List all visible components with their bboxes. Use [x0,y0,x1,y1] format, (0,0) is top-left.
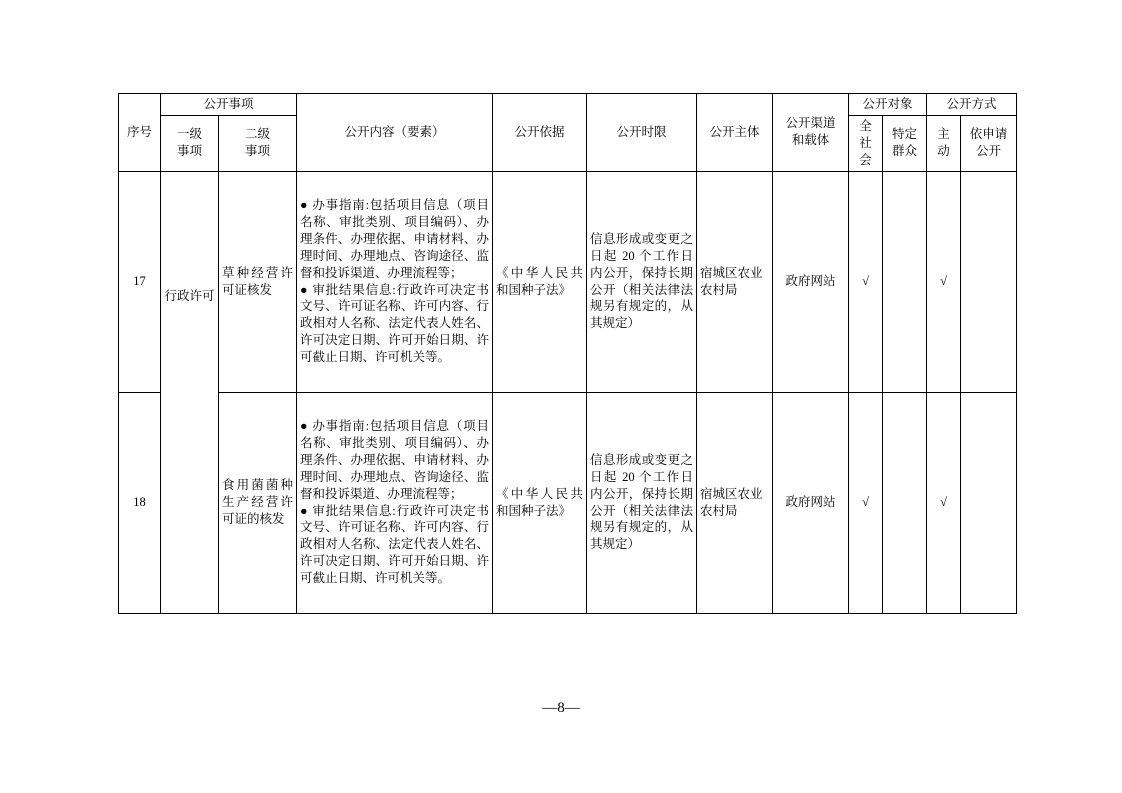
header-audience-all [849,115,883,171]
header-audience-all-line2: 社 [859,135,872,150]
header-method-apply [961,115,1017,171]
page-number: —8— [542,700,580,716]
row-deadline: 信息形成或变更之日起 20 个工作日内公开，保持长期公开（相关法律法规另有规定的，从其规定） [587,392,697,613]
row-deadline: 信息形成或变更之日起 20 个工作日内公开，保持长期公开（相关法律法规另有规定的，从其规定） [587,171,697,392]
row-subject-line2: 农村局 [700,503,738,518]
header-seq: 序号 [119,94,161,172]
header-level2-line1: 二级 [245,127,271,142]
row-subject-line1: 宿城区农业 [700,265,763,280]
header-method-apply-line2: 公开 [976,144,1002,159]
row-method-apply [961,171,1017,392]
header-method-group: 公开方式 [927,94,1017,116]
row-level2: 食用菌菌种生产经营许可证的核发 [219,392,297,613]
row-audience-special [883,392,927,613]
header-audience-group: 公开对象 [849,94,927,116]
row-subject [697,392,773,613]
row-channel: 政府网站 [773,171,849,392]
row-content-bullet-2: ● 审批结果信息:行政许可决定书文号、许可证名称、许可内容、行政相对人名称、法定代表人姓名、许可决定日期、许可开始日期、许可截止日期、许可机关等。 [300,503,490,585]
disclosure-table-container [118,93,1008,614]
row-subject-line1: 宿城区农业 [700,486,763,501]
header-public-item-group: 公开事项 [161,94,297,116]
row-seq: 17 [119,171,161,392]
row-content-bullet-2: ● 审批结果信息:行政许可决定书文号、许可证名称、许可内容、行政相对人名称、法定代表人姓名、许可决定日期、许可开始日期、许可截止日期、许可机关等。 [300,282,490,364]
row-audience-all: √ [849,392,883,613]
table-row [119,392,1017,613]
row-subject [697,171,773,392]
header-level1 [161,115,219,171]
header-subject: 公开主体 [697,94,773,172]
row-audience-special [883,171,927,392]
header-method-apply-line1: 依申请 [969,127,1008,142]
header-method-active [927,115,961,171]
row-basis: 《中华人民共和国种子法》 [493,392,587,613]
row-method-active: √ [927,171,961,392]
row-channel: 政府网站 [773,392,849,613]
header-method-active-line2: 动 [937,144,950,159]
header-audience-all-line1: 全 [859,118,872,133]
row-method-active: √ [927,392,961,613]
table-body [119,171,1017,613]
header-channel-line1: 公开渠道 [785,116,836,131]
row-seq: 18 [119,392,161,613]
header-basis: 公开依据 [493,94,587,172]
header-audience-all-line3: 会 [859,152,872,167]
header-channel [773,94,849,172]
row-level2: 草种经营许可证核发 [219,171,297,392]
row-basis: 《中华人民共和国种子法》 [493,171,587,392]
row-content [297,171,493,392]
header-audience-special [883,115,927,171]
row-level1 [161,171,219,613]
row-content-bullet-1: ● 办事指南:包括项目信息（项目名称、审批类别、项目编码）、办理条件、办理依据、申请材料、办理时间、办理地点、咨询途径、监督和投诉渠道、办理流程等； [300,419,490,501]
header-level2-line2: 事项 [245,144,271,159]
row-subject-line2: 农村局 [700,282,738,297]
header-channel-line2: 和载体 [791,133,830,148]
header-level1-line2: 事项 [176,144,202,159]
header-content: 公开内容（要素） [297,94,493,172]
table-row [119,171,1017,392]
header-row-top [119,94,1017,116]
header-level2 [219,115,297,171]
header-level1-line1: 一级 [176,127,202,142]
row-content [297,392,493,613]
row-audience-all: √ [849,171,883,392]
header-deadline: 公开时限 [587,94,697,172]
header-audience-special-line2: 群众 [892,144,918,159]
header-audience-special-line1: 特定 [892,127,918,142]
row-method-apply [961,392,1017,613]
row-level1-label: 行政许可 [164,288,215,303]
table-header [119,94,1017,172]
row-content-bullet-1: ● 办事指南:包括项目信息（项目名称、审批类别、项目编码）、办理条件、办理依据、申请材料、办理时间、办理地点、咨询途径、监督和投诉渠道、办理流程等； [300,198,490,280]
header-method-active-line1: 主 [937,127,950,142]
disclosure-table [118,93,1017,614]
